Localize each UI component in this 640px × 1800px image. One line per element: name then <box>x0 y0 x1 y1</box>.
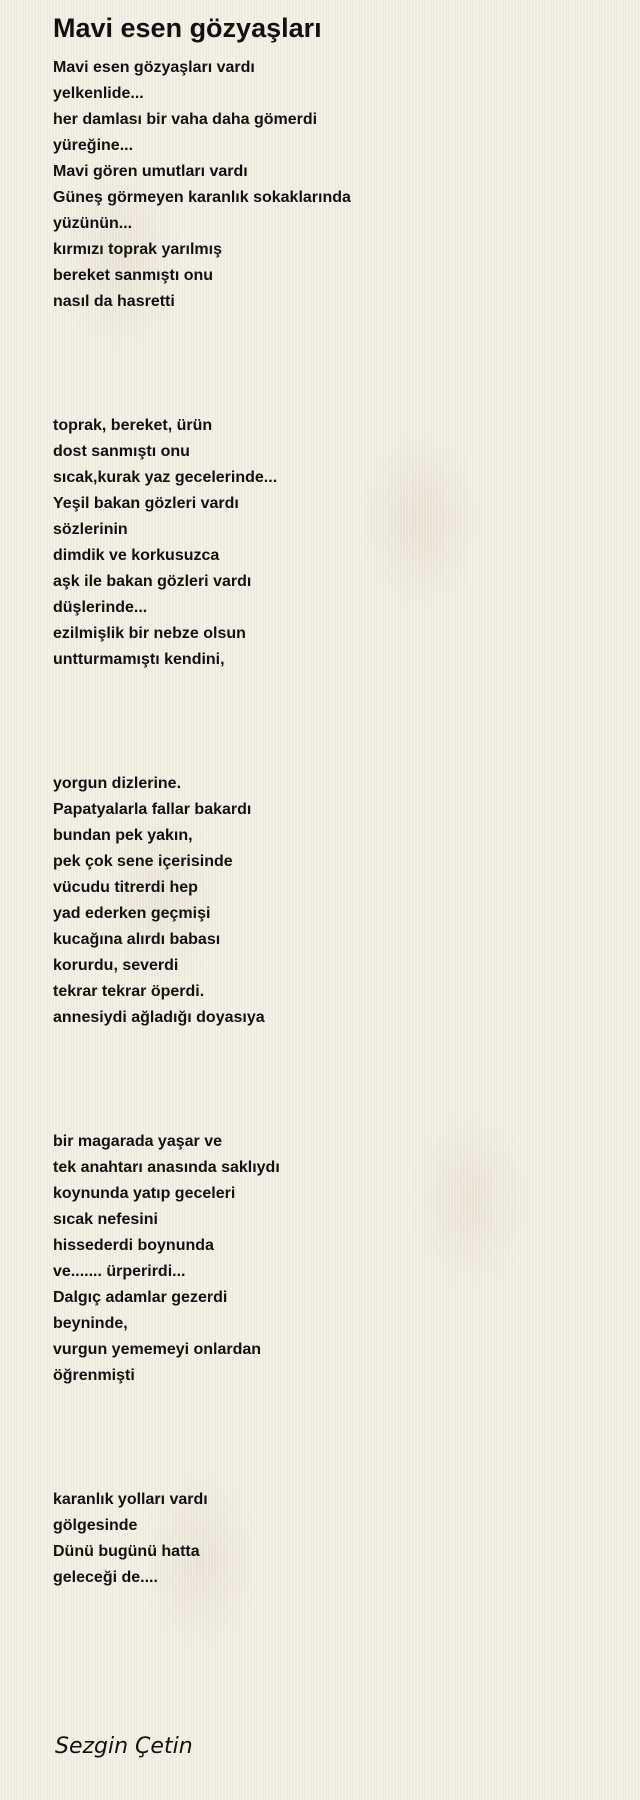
poem-line: düşlerinde... <box>53 599 148 616</box>
poem-line: Mavi gören umutları vardı <box>53 163 248 180</box>
poem-line: Papatyalarla fallar bakardı <box>53 801 252 818</box>
poem-line: ezilmişlik bir nebze olsun <box>53 625 246 642</box>
poem-line: Güneş görmeyen karanlık sokaklarında <box>53 189 351 206</box>
poem-stanza <box>53 55 613 315</box>
poem-line: beyninde, <box>53 1315 128 1332</box>
poem-line: Yeşil bakan gözleri vardı <box>53 495 239 512</box>
poem-line: ve....... ürperirdi... <box>53 1263 186 1280</box>
poem-stanza <box>53 771 613 1031</box>
poem-line: dimdik ve korkusuzca <box>53 547 220 564</box>
poem-line: sıcak nefesini <box>53 1211 158 1228</box>
poem-line: sözlerinin <box>53 521 128 538</box>
poem-line: vurgun yememeyi onlardan <box>53 1341 262 1358</box>
poem-stanza <box>53 1129 613 1389</box>
poem-line: toprak, bereket, ürün <box>53 417 213 434</box>
poem-line: yüzünün... <box>53 215 133 232</box>
poem-stanza <box>53 1487 613 1591</box>
poem-line: sıcak,kurak yaz gecelerinde... <box>53 469 278 486</box>
poem-line: annesiydi ağladığı doyasıya <box>53 1009 265 1026</box>
poem-line: bir magarada yaşar ve <box>53 1133 222 1150</box>
poem-line: tek anahtarı anasında saklıydı <box>53 1159 280 1176</box>
poem-line: hissederdi boynunda <box>53 1237 214 1254</box>
poem-line: untturmamıştı kendini, <box>53 651 225 668</box>
poem-stanza <box>53 413 613 673</box>
poem-line: aşk ile bakan gözleri vardı <box>53 573 252 590</box>
poem-container <box>53 10 613 1591</box>
poem-title: Mavi esen gözyaşları <box>53 13 322 43</box>
poem-line: yad ederken geçmişi <box>53 905 211 922</box>
poem-line: bereket sanmıştı onu <box>53 267 214 284</box>
poem-line: korurdu, severdi <box>53 957 179 974</box>
poem-line: geleceği de.... <box>53 1569 158 1586</box>
poem-line: Dünü bugünü hatta <box>53 1543 200 1560</box>
poem-line: Mavi esen gözyaşları vardı <box>53 59 255 76</box>
poem-line: kucağına alırdı babası <box>53 931 221 948</box>
author-name: Sezgin Çetin <box>55 1734 193 1759</box>
poem-line: gölgesinde <box>53 1517 138 1534</box>
poem-line: vücudu titrerdi hep <box>53 879 198 896</box>
poem-line: öğrenmişti <box>53 1367 135 1384</box>
poem-line: yorgun dizlerine. <box>53 775 182 792</box>
poem-line: karanlık yolları vardı <box>53 1491 208 1508</box>
poem-line: dost sanmıştı onu <box>53 443 190 460</box>
poem-line: yelkenlide... <box>53 85 144 102</box>
poem-body <box>53 55 613 1591</box>
poem-line: tekrar tekrar öperdi. <box>53 983 205 1000</box>
poem-line: bundan pek yakın, <box>53 827 193 844</box>
poem-line: yüreğine... <box>53 137 134 154</box>
poem-line: nasıl da hasretti <box>53 293 175 310</box>
poem-line: kırmızı toprak yarılmış <box>53 241 222 258</box>
poem-line: her damlası bir vaha daha gömerdi <box>53 111 318 128</box>
poem-line: Dalgıç adamlar gezerdi <box>53 1289 228 1306</box>
poem-line: koynunda yatıp geceleri <box>53 1185 236 1202</box>
poem-line: pek çok sene içerisinde <box>53 853 233 870</box>
